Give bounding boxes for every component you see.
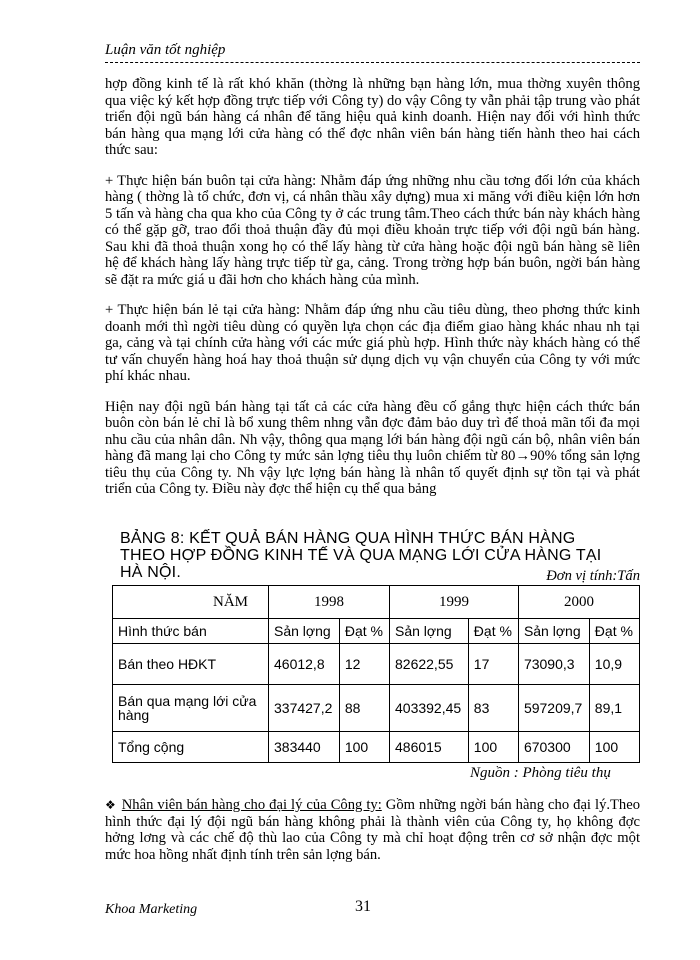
- agent-paragraph: [105, 797, 640, 863]
- table-year-row: [113, 586, 640, 619]
- table-source: Nguồn : Phòng tiêu thụ: [470, 765, 611, 781]
- footer-faculty: Khoa Marketing: [105, 902, 198, 917]
- row-header: Hình thức bán: [113, 619, 269, 644]
- cell: 10,9: [589, 644, 639, 685]
- page-header: [105, 40, 640, 64]
- cell: 486015: [390, 732, 469, 763]
- table-subheader-row: [113, 619, 640, 644]
- paragraph: Hiện nay đội ngũ bán hàng tại tất cả các cửa hàng đều cố gắng thực hiện cách thức bán buôn còn bán lẻ chỉ là bổ xung thêm nhng vẫn đợc đảm bảo duy trì để thoả mãn tối đa mọi nhu cầu của nhân dân. Nh vậy, thông qua mạng lới bán hàng đội ngũ cán bộ, nhân viên bán hàng đã mang lại cho Công ty mức sản lợng tiêu thụ luôn chiếm từ 80→90% tổng sản lợng tiêu thụ của Công ty. Nh vậy lực lợng bán hàng là nhân tố quyết định sự tồn tại và phát triển của Công ty. Điều này đợc thể hiện cụ thể qua bảng: [105, 398, 640, 497]
- cell: 17: [468, 644, 518, 685]
- cell: 46012,8: [269, 644, 340, 685]
- cell: 73090,3: [518, 644, 589, 685]
- col-qty: Sản lợng: [518, 619, 589, 644]
- paragraph: hợp đồng kinh tế là rất khó khăn (thờng là những bạn hàng lớn, mua thờng xuyên thông qua việc ký kết hợp đồng trực tiếp với Công ty) do vậy Công ty vẫn phải tập trung vào phát triển đội ngũ bán hàng cá nhân để tăng hiệu quả kinh doanh. Hiện nay đối với hình thức bán hàng qua mạng lới cửa hàng có thể đợc nhân viên bán hàng tiến hành theo hai cách thức sau:: [105, 76, 640, 158]
- cell: 88: [339, 685, 389, 732]
- paragraph: + Thực hiện bán buôn tại cửa hàng: Nhằm đáp ứng những nhu cầu tơng đối lớn của khách hàng ( thờng là tổ chức, đơn vị, cá nhân thầu xây dựng) mua xi măng với điều kiện lớn hơn 5 tấn và hàng cha qua kho của Công ty ở các trung tâm.Theo cách thức bán này khách hàng có thể gặp gỡ, trao đổi thoả thuận đầy đủ mọi điều khoản trực tiếp với đội ngũ bán hàng. Sau khi đã thoả thuận xong họ có thể lấy hàng từ cửa hàng hoặc đội ngũ bán hàng sẽ liên hệ để khách hàng lấy hàng trực tiếp từ ga, cảng. Trong trờng hợp bán buôn, ngời bán hàng sẽ đặt ra mức giá u đãi hơn cho khách hàng của mình.: [105, 172, 640, 288]
- cell: 83: [468, 685, 518, 732]
- col-qty: Sản lợng: [390, 619, 469, 644]
- page-number: 31: [355, 898, 371, 915]
- cell: 597209,7: [518, 685, 589, 732]
- diamond-bullet-icon: ❖: [105, 798, 116, 812]
- sales-table: [112, 585, 640, 763]
- header-title: Luận văn tốt nghiệp: [105, 42, 226, 58]
- cell: 403392,45: [390, 685, 469, 732]
- cell: 383440: [269, 732, 340, 763]
- cell: 82622,55: [390, 644, 469, 685]
- cell: 89,1: [589, 685, 639, 732]
- cell: 100: [468, 732, 518, 763]
- col-pct: Đạt %: [339, 619, 389, 644]
- table-row: [113, 685, 640, 732]
- year-header: 2000: [518, 586, 639, 619]
- cell: 337427,2: [269, 685, 340, 732]
- agent-text: Gồm những ngời bán hàng cho đại lý.Theo hình thức đại lý đội ngũ bán hàng không phải là thành viên của Công ty, họ không đợc hởng lơng và các chế độ thù lao của Công ty mà chỉ hoạt động trên cơ sở nhận đợc một mức hoa hồng nhất định tính trên sản lợng bán.: [105, 797, 640, 863]
- cell: 100: [589, 732, 639, 763]
- table-title: BẢNG 8: KẾT QUẢ BÁN HÀNG QUA HÌNH THỨC BÁN HÀNG THEO HỢP ĐỒNG KINH TẾ VÀ QUA MẠNG LỚI CỬA HÀNG TẠI HÀ NỘI.: [120, 530, 602, 581]
- paragraph: + Thực hiện bán lẻ tại cửa hàng: Nhằm đáp ứng nhu cầu tiêu dùng, theo phơng thức kinh doanh mới thì ngời tiêu dùng có quyền lựa chọn các địa điểm giao hàng khác nhau nh tại ga, cảng và tại chính cửa hàng với các mức giá phù hợp. Hình thức này khách hàng có thể tư vấn chuyển hàng hoá hay thoả thuận sử dụng dịch vụ vận chuyển của Công ty với mức phí khác nhau.: [105, 302, 640, 384]
- col-pct: Đạt %: [589, 619, 639, 644]
- year-header: 1999: [390, 586, 519, 619]
- cell: 12: [339, 644, 389, 685]
- table-row: [113, 732, 640, 763]
- table-unit: Đơn vị tính:Tấn: [546, 568, 640, 584]
- col-pct: Đạt %: [468, 619, 518, 644]
- cell: 670300: [518, 732, 589, 763]
- row-label: Bán theo HĐKT: [113, 644, 269, 685]
- year-header: 1998: [269, 586, 390, 619]
- table-row: [113, 644, 640, 685]
- agent-title: Nhân viên bán hàng cho đại lý của Công ty:: [121, 797, 382, 813]
- cell: 100: [339, 732, 389, 763]
- row-label: Tổng cộng: [113, 732, 269, 763]
- body-text: [105, 76, 640, 512]
- year-label: NĂM: [113, 586, 269, 619]
- header-divider: [105, 62, 640, 63]
- col-qty: Sản lợng: [269, 619, 340, 644]
- row-label: Bán qua mạng lới cửa hàng: [113, 685, 269, 732]
